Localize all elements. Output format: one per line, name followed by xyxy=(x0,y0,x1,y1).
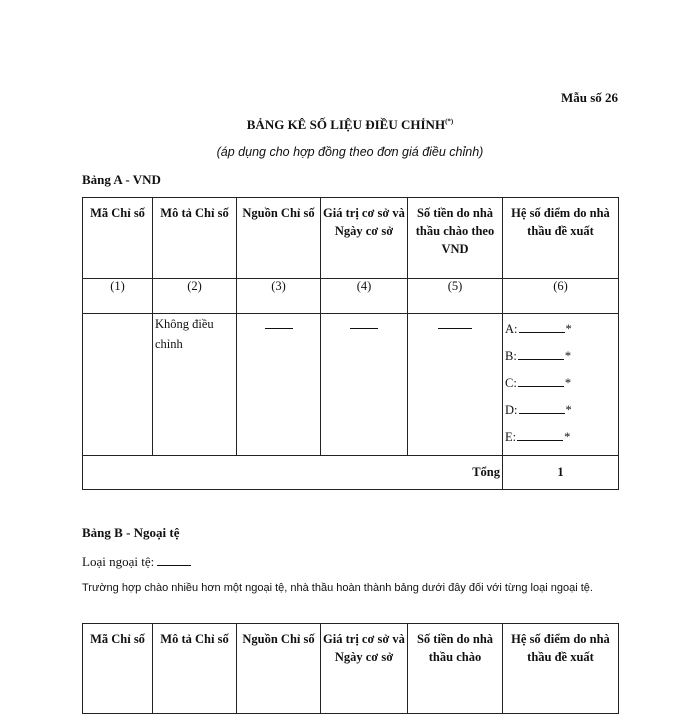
table-a-total-row xyxy=(83,456,619,490)
coefficient-b: B: * xyxy=(505,349,572,363)
table-b xyxy=(82,623,619,714)
title-footnote-mark: (*) xyxy=(445,117,454,126)
table-a-col-index-source: Nguồn Chỉ số xyxy=(237,198,321,279)
table-a-col-index-code: Mã Chỉ số xyxy=(83,198,153,279)
table-a-cell-base xyxy=(321,314,408,456)
table-b-col-index-code: Mã Chỉ số xyxy=(83,624,153,714)
table-b-col-amount: Số tiền do nhà thầu chào xyxy=(408,624,503,714)
table-b-col-index-source: Nguồn Chỉ số xyxy=(237,624,321,714)
currency-type-field xyxy=(82,553,191,570)
table-a-num-6: (6) xyxy=(503,279,619,314)
table-a-header-row xyxy=(83,198,619,279)
currency-type-blank xyxy=(157,553,191,566)
table-a-col-index-description: Mô tả Chỉ số xyxy=(153,198,237,279)
coefficient-e: E: * xyxy=(505,430,571,444)
table-a-col-base-value-date: Giá trị cơ sở và Ngày cơ sở xyxy=(321,198,408,279)
table-a-number-row xyxy=(83,279,619,314)
blank-line xyxy=(265,328,293,329)
document-subtitle: (áp dụng cho hợp đồng theo đơn giá điều chỉnh) xyxy=(216,145,484,159)
coefficient-c: C: * xyxy=(505,376,572,390)
table-a-cell-source xyxy=(237,314,321,456)
table-a-total-value: 1 xyxy=(503,456,619,490)
document-title xyxy=(82,117,618,133)
table-a-col-amount-vnd: Số tiền do nhà thầu chào theo VND xyxy=(408,198,503,279)
table-a-num-2: (2) xyxy=(153,279,237,314)
table-a-cell-description: Không điều chỉnh xyxy=(153,314,237,456)
form-number: Mẫu số 26 xyxy=(560,90,618,105)
table-a-num-1: (1) xyxy=(83,279,153,314)
blank-line xyxy=(350,328,378,329)
currency-type-label: Loại ngoại tệ: xyxy=(82,554,155,569)
table-b-col-coefficient: Hệ số điểm do nhà thầu đề xuất xyxy=(503,624,619,714)
table-a-cell-coefficients xyxy=(503,314,619,456)
table-a xyxy=(82,197,619,490)
table-b-heading: Bảng B - Ngoại tệ xyxy=(82,525,180,540)
multi-currency-note: Trường hợp chào nhiều hơn một ngoại tệ, nhà thầu hoàn thành bảng dưới đây đối với từng loại ngoại tệ. xyxy=(82,582,593,594)
table-a-heading: Bảng A - VND xyxy=(82,172,161,187)
table-a-total-label: Tổng xyxy=(83,456,503,490)
coefficient-a: A: * xyxy=(505,322,572,336)
coefficient-d: D: * xyxy=(505,403,572,417)
table-b-header-row xyxy=(83,624,619,714)
table-a-col-coefficient: Hệ số điểm do nhà thầu đề xuất xyxy=(503,198,619,279)
table-b-col-index-description: Mô tả Chỉ số xyxy=(153,624,237,714)
blank-line xyxy=(438,328,472,329)
table-a-cell-code xyxy=(83,314,153,456)
document-title-text: BẢNG KÊ SỐ LIỆU ĐIỀU CHỈNH xyxy=(246,117,446,132)
table-b-col-base-value-date: Giá trị cơ sở và Ngày cơ sở xyxy=(321,624,408,714)
table-a-cell-amount xyxy=(408,314,503,456)
table-a-num-5: (5) xyxy=(408,279,503,314)
table-a-num-3: (3) xyxy=(237,279,321,314)
table-a-data-row xyxy=(83,314,619,456)
table-a-num-4: (4) xyxy=(321,279,408,314)
